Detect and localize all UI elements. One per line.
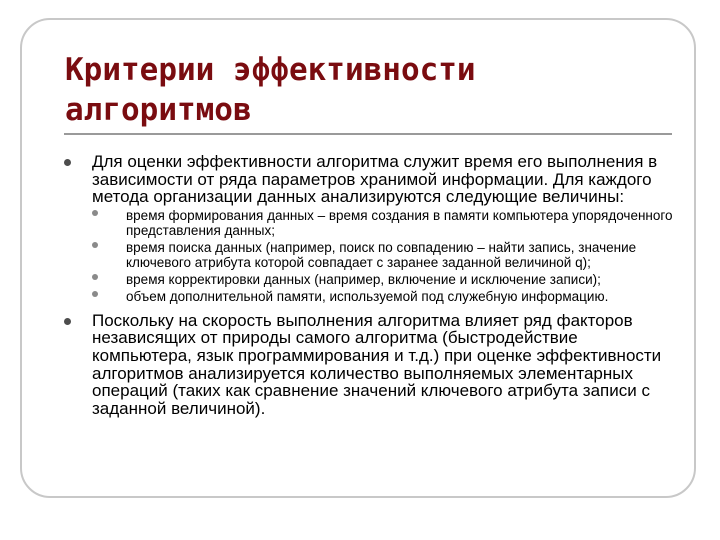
sub-item-text: время поиска данных (например, поиск по совпадению – найти запись, значение ключевого атрибута которой совпадает с заранее заданной величиной q);: [126, 239, 637, 270]
sub-bullet-icon: [92, 291, 98, 297]
sub-bullet-icon: [92, 274, 98, 280]
slide-title: Критерии эффективности алгоритмов: [65, 52, 476, 128]
sub-list: [92, 208, 682, 304]
sub-item-text: время корректировки данных (например, включение и исключение записи);: [126, 271, 601, 287]
paragraph-1: [62, 153, 682, 206]
title-divider: [64, 133, 672, 135]
sub-bullet-icon: [92, 210, 98, 216]
sub-item: [92, 208, 682, 238]
paragraph-1-text: Для оценки эффективности алгоритма служит время его выполнения в зависимости от ряда параметров хранимой информации. Для каждого метода организации данных анализируются следующие величины:: [92, 152, 658, 207]
sub-item-text: время формирования данных – время создания в памяти компьютера упорядоченного представления данных;: [126, 207, 673, 238]
paragraph-2: [62, 312, 682, 418]
sub-item: [92, 272, 682, 287]
sub-item: [92, 289, 682, 304]
sub-item: [92, 240, 682, 270]
bullet-icon: [64, 318, 71, 325]
sub-bullet-icon: [92, 242, 98, 248]
sub-item-text: объем дополнительной памяти, используемой под служебную информацию.: [126, 288, 609, 304]
slide-content: [62, 153, 682, 417]
paragraph-2-text: Поскольку на скорость выполнения алгоритма влияет ряд факторов независящих от природы самого алгоритма (быстродействие компьютера, язык программирования и т.д.) при оценке эффективности алгоритмов анализируется количество выполняемых элементарных операций (таких как сравнение значений ключевого атрибута записи с заданной величиной).: [92, 310, 662, 418]
bullet-icon: [64, 159, 71, 166]
